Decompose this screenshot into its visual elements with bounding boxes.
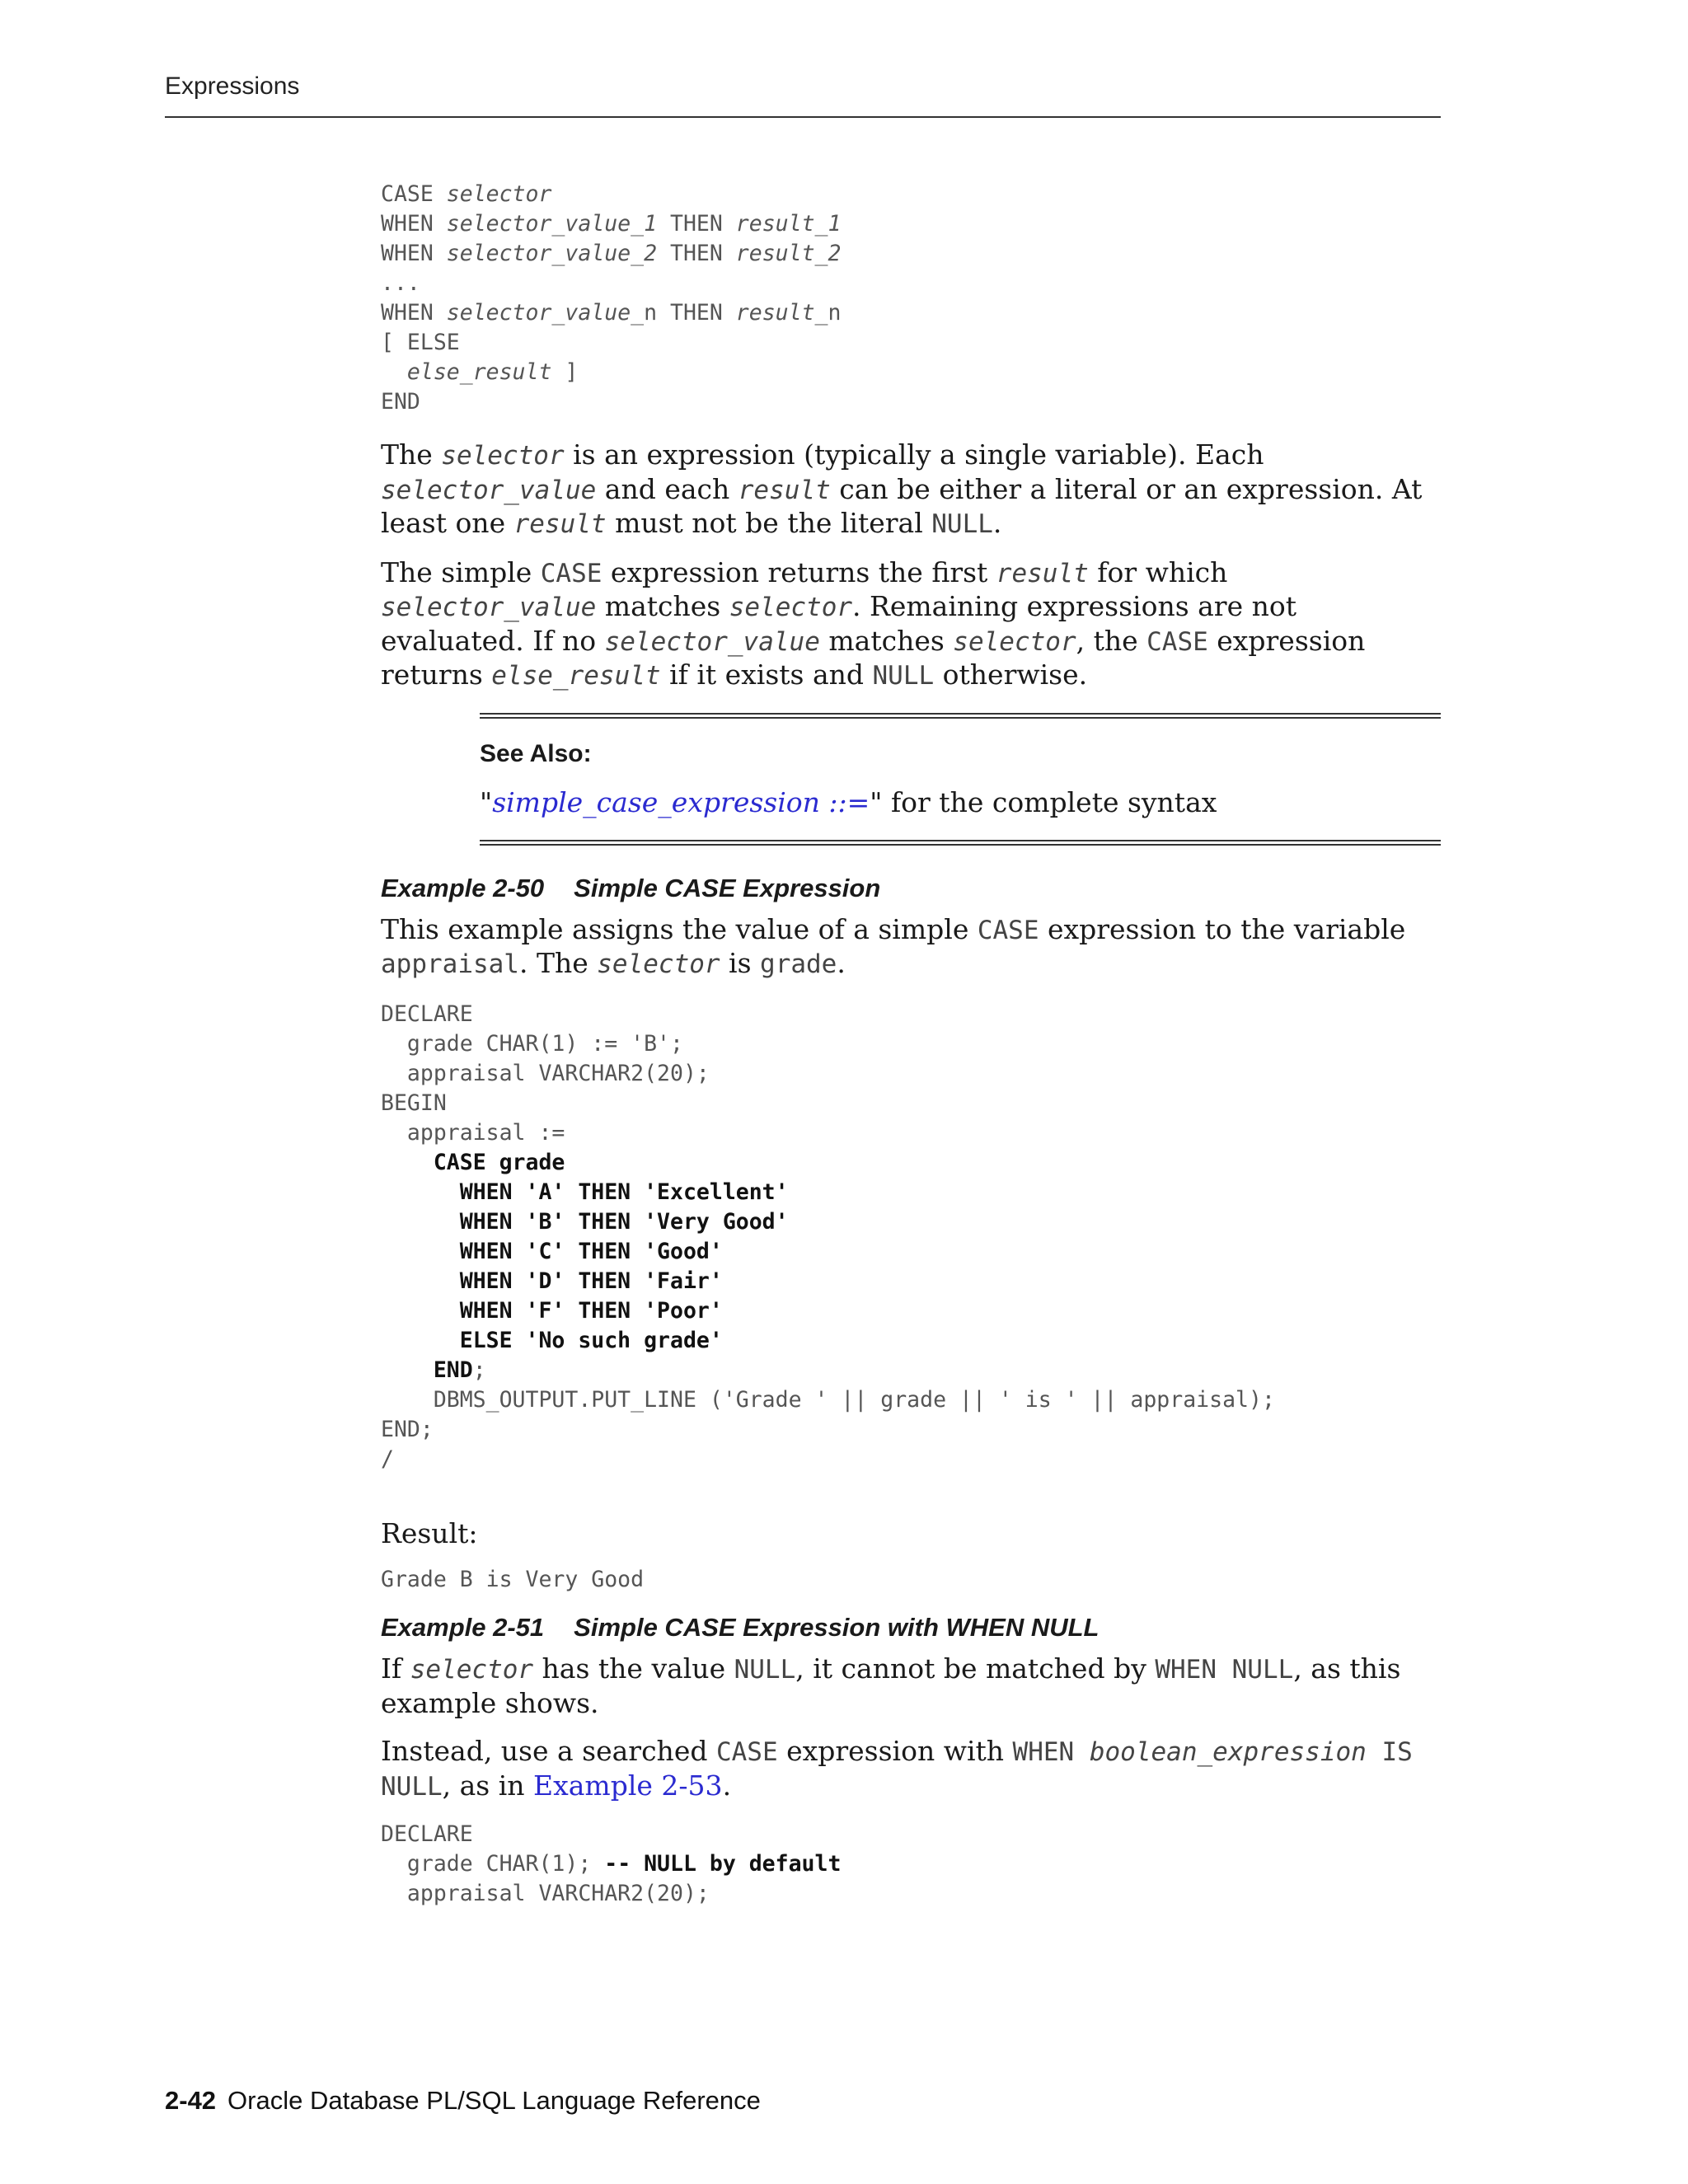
text-run: CASE grade [433,1149,565,1175]
text-run: WHEN 'A' THEN 'Excellent' [459,1179,789,1205]
page-content [381,180,1441,1909]
text-run: selector [410,1655,534,1685]
example-2-51-para2 [381,1735,1441,1803]
text-run: " for the complete syntax [870,785,1217,818]
text-run: if it exists and [660,658,873,691]
code-line [381,1417,434,1442]
text-run: . The [518,947,598,979]
text-run: BEGIN [381,1090,447,1116]
cross-reference-link[interactable]: Example 2-53 [533,1769,723,1802]
text-run: matches [596,590,729,622]
text-run: CASE [715,1737,778,1767]
text-run: WHEN 'F' THEN 'Poor' [459,1297,723,1324]
text-run: , as in [442,1769,534,1802]
result-output: Grade B is Very Good [381,1567,645,1592]
text-run: selector [441,441,565,471]
text-run: / [381,1446,394,1472]
text-run: CASE [1146,626,1208,657]
text-run: selector_value [446,300,631,326]
text-run: , the [1076,624,1147,657]
code-line [381,1090,447,1116]
text-run: expression returns the first [602,555,996,588]
example-title: Simple CASE Expression [574,873,881,902]
example-2-50-code [381,1000,1441,1474]
text-run: expression returns [381,624,1366,691]
text-run: for which [1088,555,1228,588]
text-run: The simple [381,555,541,588]
text-run: THEN [657,241,736,266]
code-line [381,1881,710,1906]
running-header: Expressions [165,73,300,100]
text-run: _n THEN [631,300,736,326]
text-run: [ ELSE [381,330,460,355]
text-run: END [433,1357,473,1383]
example-number: Example 2-50 [381,873,545,902]
text-run: WHEN 'D' THEN 'Fair' [459,1268,723,1294]
text-run: " [480,785,493,818]
text-run: has the value [533,1652,734,1685]
example-2-50-heading [381,874,1441,903]
example-number: Example 2-51 [381,1613,545,1642]
note-top-rule [480,713,1441,719]
text-run: can be either a literal or an expression. At least one [381,472,1423,539]
page-footer [165,2086,761,2116]
text-run: grade [760,949,837,979]
text-run: , as this example shows. [381,1652,1401,1719]
text-run: selector [953,626,1076,657]
text-run: ... [381,270,420,296]
text-run: grade CHAR(1) := 'B'; [381,1030,683,1057]
note-body [480,786,1441,818]
text-run: must not be the literal [606,507,932,539]
text-run [381,1357,434,1383]
syntax-code-block [381,180,1441,417]
text-run: result [735,300,815,326]
text-run: _n [814,300,842,326]
text-run: NULL [931,509,993,539]
code-line [381,1357,486,1383]
text-run: and each [596,472,738,505]
text-run [381,1268,460,1294]
example-title: Simple CASE Expression with WHEN NULL [574,1613,1100,1642]
text-run: result [513,509,607,539]
text-run: WHEN [381,241,447,266]
text-run: selector_value [381,593,597,622]
text-run: . [992,507,1002,539]
selector-description [381,438,1441,541]
text-run: boolean_expression [1089,1737,1367,1767]
text-run: selector_value [604,626,820,657]
text-run: result [996,558,1089,588]
text-run: WHEN NULL [1155,1655,1294,1685]
code-line [381,270,420,296]
text-run: NULL [872,661,935,691]
text-run [381,1239,460,1264]
code-line [381,300,841,326]
code-line [381,1268,723,1294]
text-run: appraisal := [381,1119,565,1146]
text-run: appraisal VARCHAR2(20); [381,1060,710,1086]
code-line [381,330,460,355]
text-run: Instead, use a searched [381,1735,716,1767]
text-run: CASE [977,915,1039,945]
text-run: DECLARE [381,1821,473,1847]
text-run [381,1328,460,1353]
note-title: See Also: [480,739,592,767]
text-run [381,1179,460,1205]
example-2-51-heading [381,1613,1441,1643]
code-line [381,1851,841,1877]
text-run: -- NULL by default [604,1851,842,1877]
see-also-note [480,713,1441,846]
text-run: ELSE 'No such grade' [459,1327,723,1353]
code-line [381,389,420,415]
text-run: matches [819,624,954,657]
code-line [381,1239,723,1264]
text-run: DBMS_OUTPUT.PUT_LINE ('Grade ' || grade || ' is ' || appraisal); [381,1386,1275,1413]
code-line [381,211,841,237]
text-run: grade CHAR(1); [381,1851,605,1877]
text-run: WHEN 'C' THEN 'Good' [459,1238,723,1264]
text-run: WHEN [381,300,447,326]
text-run: THEN [657,211,736,237]
text-run: else_result [406,359,552,385]
text-run: is [720,947,761,979]
text-run: END; [381,1416,434,1442]
text-run: DECLARE [381,1001,473,1027]
code-line [381,241,841,266]
text-run: . [837,947,846,979]
text-run: expression with [777,1735,1013,1767]
text-run [381,1298,460,1324]
text-run: is an expression (typically a single variable). Each [564,438,1264,471]
text-run: , it cannot be matched by [795,1652,1156,1685]
example-2-50-intro [381,913,1441,982]
example-2-51-code [381,1820,1441,1909]
code-line [381,1179,789,1205]
case-return-description [381,556,1441,693]
code-line [381,1209,789,1235]
text-run: result_1 [735,211,842,237]
result-label: Result: [381,1516,478,1549]
code-line [381,1120,565,1146]
text-run: CASE [381,181,447,207]
book-title: Oracle Database PL/SQL Language Reference [227,2086,761,2115]
cross-reference-link[interactable]: simple_case_expression ::= [492,785,870,818]
text-run: CASE [540,558,603,588]
text-run: WHEN [1012,1737,1090,1767]
text-run: selector_value_2 [446,241,658,266]
code-line [381,1298,723,1324]
code-line [381,1446,394,1472]
code-line [381,1001,473,1027]
text-run: appraisal [381,949,519,979]
text-run: WHEN 'B' THEN 'Very Good' [459,1208,789,1235]
text-run [381,1209,460,1235]
text-run: WHEN [381,211,447,237]
code-line [381,181,551,207]
text-run: . [722,1769,732,1802]
text-run: END [381,389,420,415]
code-line [381,1328,723,1353]
text-run: ] [551,359,579,385]
example-2-51-para1 [381,1652,1441,1720]
text-run: else_result [491,661,661,691]
code-line [381,1821,473,1847]
text-run [381,359,407,385]
text-run: selector_value [381,475,597,505]
text-run: appraisal VARCHAR2(20); [381,1881,710,1906]
text-run: selector [446,181,552,207]
text-run: expression to the variable [1039,912,1406,945]
text-run: selector [729,593,853,622]
text-run: otherwise. [934,658,1088,691]
code-line [381,1387,1275,1413]
text-run: This example assigns the value of a simple [381,912,978,945]
text-run [381,1150,434,1175]
text-run: IS NULL [381,1737,1413,1802]
header-rule [165,116,1441,118]
text-run: ; [472,1357,486,1383]
code-line [381,1061,710,1086]
code-line [381,1031,683,1057]
code-line [381,359,578,385]
page-number: 2-42 [165,2086,217,2115]
text-run: NULL [734,1655,796,1685]
text-run: selector [597,949,720,979]
text-run: The [381,438,442,471]
code-line [381,1150,565,1175]
text-run: result [738,475,831,505]
text-run: result_2 [735,241,842,266]
text-run: . Remaining expressions are not evaluated. If no [381,590,1296,657]
note-bottom-rule [480,840,1441,846]
text-run: If [381,1652,410,1685]
text-run: selector_value_1 [446,211,658,237]
